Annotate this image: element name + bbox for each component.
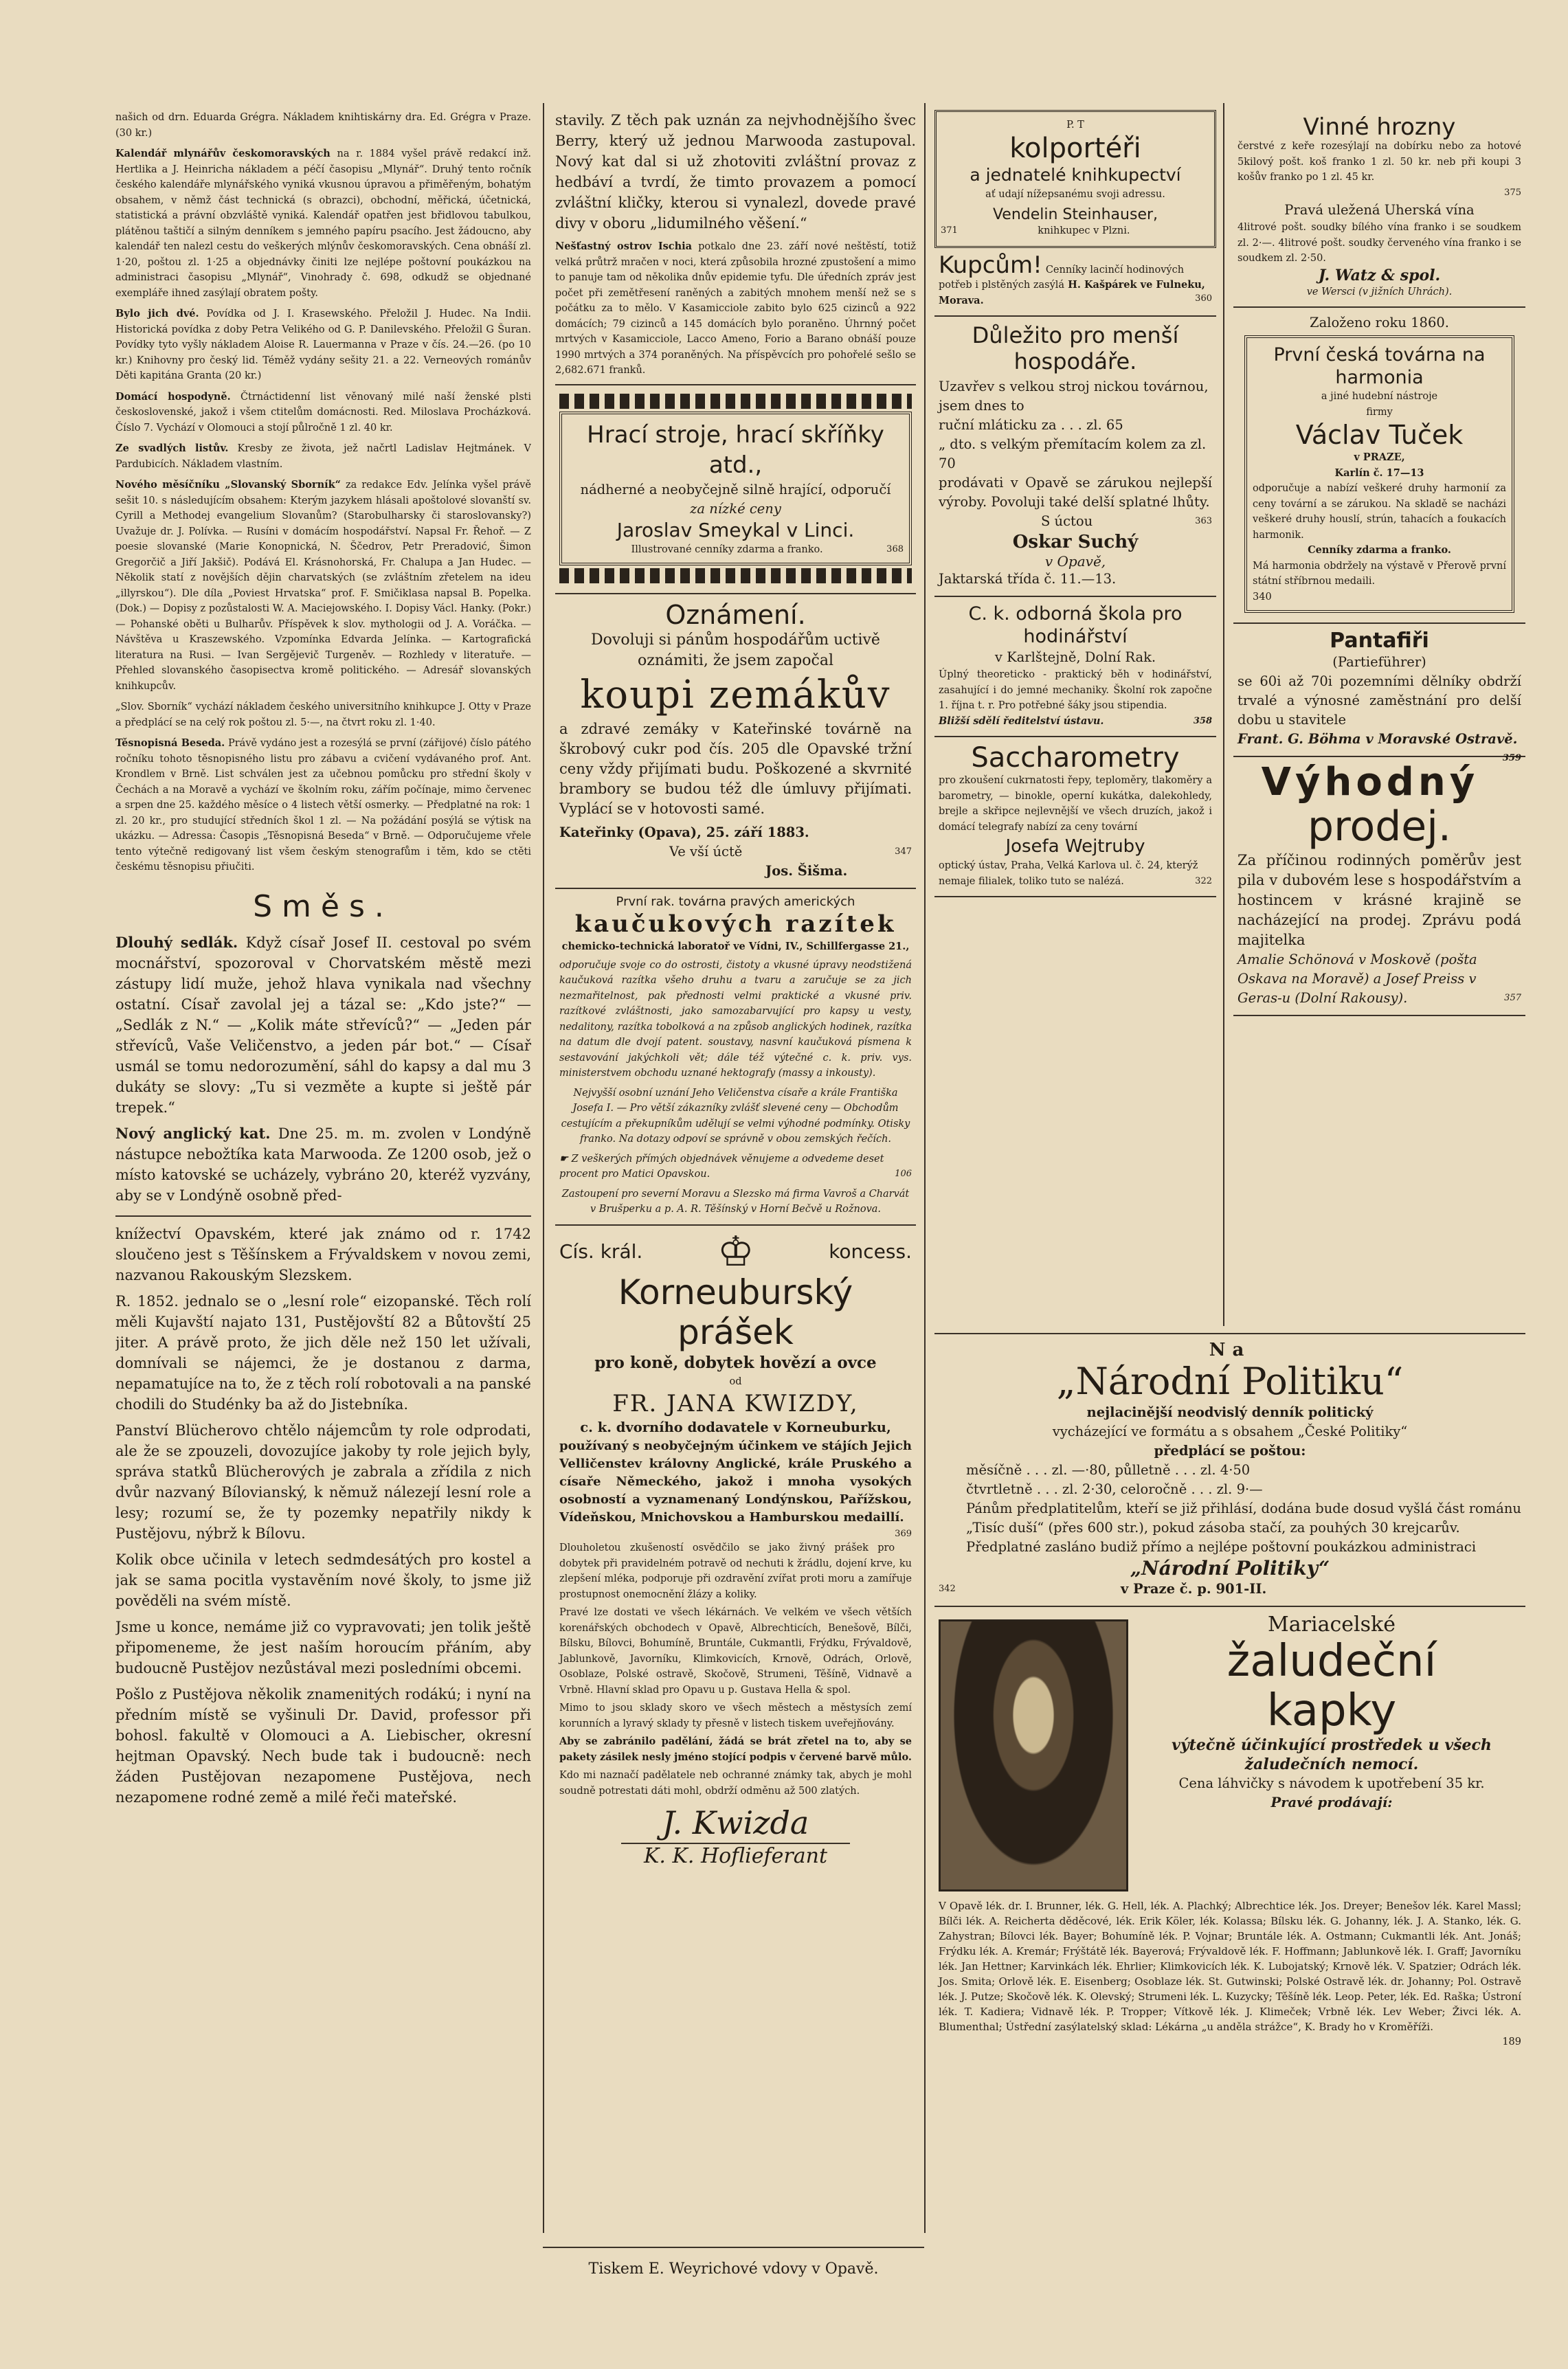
ad-rubber-stamps <box>555 889 916 1226</box>
ad-signature: S úctou 363 <box>1040 513 1212 529</box>
ad-title: „Národní Politiku“ <box>1056 1360 1404 1403</box>
ad-body: a zdravé zemáky v Kateřinské továrně na škrobový cukr pod čís. 205 dle Opavské tržní ceny vždy přijímati budu. Poškozené a skvrnité brambory se budou též dle úmluvy přijímati. Vyplácí se v hotovosti samé. <box>559 721 912 817</box>
ad-title: kaučukových razítek <box>574 910 897 938</box>
text-paragraph: Pošlo z Pustějova několik znamenitých rodákú; i nyní na předním místě se vyšinuli Dr. David, professor při bohosl. fakultě v Olomouci a A. Liebischer, okresní hejtman Opavský. Nech bude tak i budoucně: nech žáden Pustějovan nezapomene Pustějova, nech nezapomene rodné země a milé řeči mateřské. <box>115 1685 531 1806</box>
price-row: čtvrtletně . . . zl. 2·30, celoročně . . . zl. 9·— <box>966 1481 1263 1497</box>
ad-owner: Amalie Schönová v Moskově (pošta Oskava na Moravě) a Josef Preiss v Geras-u (Dolní Rakousy). 357 <box>1237 952 1521 1006</box>
bottom-rule <box>543 2247 924 2248</box>
ad-stomach-drops: Mariacelské žaludeční kapky výtečně účinkující prostředek u všech žaludečních nemocí. Cena láhvičky s návodem k upotřebení 35 kr. Pravé prodávají: <box>934 1607 1525 1898</box>
ornament-border <box>559 394 912 409</box>
ad-warning: Aby se zabránilo padělání, žádá se brát zřetel na to, aby se pakety zásilek nesly jméno stojící podpis v červené barvě můlo. <box>559 1736 912 1763</box>
ad-body: Nejvyšší osobní uznání Jeho Veličenstva císaře a krále Františka Josefa I. — Pro větší zákazníky zvlášť slevené ceny — Obchodům cestujícím a překupníkům udělují se velmi výhodné podmínky. Otisky franko. Na dotazy odpoví se správně v obou zemských řečích. <box>561 1087 910 1145</box>
ad-title: Pantafiři <box>1330 629 1429 653</box>
ad-body: Kdo mi naznačí padělatele neb ochranné známky tak, abych je mohl soudně potrestati dáti mohl, obdrží odměnu až 500 zlatých. <box>559 1770 912 1797</box>
text-paragraph: Těsnopisná Beseda. Právě vydáno jest a rozesýlá se první (zářijové) číslo pátého ročníku tohoto těsnopisného listu pro zábavu a cvičení vydávaného prof. Ant. Krondlem v Brně. List schválen jest za učebnou pomůcku pro střední školy v Čechách a na Moravě a vychází ve školním roku, zářím počínaje, mimo červenec a srpen dne 25. každého měsíce o 4 listech větší osmerky. — Předplatné na rok: 1 zl. 20 kr., pro studující středních škol 1 zl. — Na požádání posýlá se výtisk na ukázku. — Adressa: Časopis „Těsnopisná Beseda“ v Brně. — Odporučujeme vřele tento výtečně redigovaný list všem českým stenografům i těm, kdo se ctěti českému těsnopisu přiučiti. <box>115 737 531 873</box>
ad-watchmaking-school: C. k. odborná škola pro hodinářství v Karlštejně, Dolní Rak. Úplný theoreticko - praktický běh v hodinářství, zasahující i do jemné mechaniky. Školní rok započne 1. října t. r. Pro potřebné šáky jsou stipendia. Bližší sdělí ředitelství ústavu. 358 <box>934 597 1216 737</box>
ad-number: 375 <box>1504 187 1521 198</box>
ad-employer: Frant. G. Böhma v Moravské Ostravě. 359 <box>1237 731 1521 763</box>
text-paragraph: R. 1852. jednalo se o „lesní role“ eizopanské. Těch rolí měli Kujavští najato 131, Pustějovští 82 a Bůtovští 25 jiter. A právě proto, že jich děle než 150 let užívali, domnívali se nájemci, že je dostanou z darma, nepamatujíce na to, že z těch rolí robotovali a na panské chodili do Studénky ba až do Jistebníka. <box>115 1292 531 1413</box>
ad-maker-name: FR. JANA KWIZDY, <box>612 1390 859 1417</box>
text-paragraph: Bylo jich dvé. Povídka od J. I. Krasewského. Přeložil J. Hudec. Na Indii. Historická povídka z doby Petra Velikého od G. P. Danilevského. Přeložil G Šuran. Povídky tyto vyšly nákladem Aloise R. Lauermanna v Praze v čís. 24.—26. (po 10 kr.) Knihovny pro český lid. Téměž vydány sešity 21. a 22. Verneových románův Děti kapitána Granta (20 kr.) <box>115 308 531 381</box>
text-paragraph: Jsme u konce, nemáme již co vypravovati; jen tolik ještě připomeneme, že jest naším horoucím přáním, aby budoucně Pustějov nezůstával mezi posledními obcemi. <box>115 1618 531 1676</box>
text-paragraph: stavily. Z těch pak uznán za nejvhodnějšího švec Berry, který už jednou Marwooda zastupoval. Nový kat dal si už zhotoviti zvláštní provaz z hedbáví a tvrdí, že timto provazem a pomocí zvláštní kličky, kterou si vynalezl, dovede pravé divy v oboru „lidumilného věšení.“ <box>555 112 916 232</box>
column-2 <box>555 110 916 2226</box>
ad-maker-role: c. k. dvorního dodavatele v Korneuburku, <box>580 1419 891 1435</box>
ad-signature: Ve vší úctě 347 Jos. Šišma. <box>669 844 912 879</box>
lower-right-section: Na „Národní Politiku“ nejlacinější neodvislý denník politický vycházející ve formátu a s obsahem „České Politiky“ předplácí se poštou: měsíčně . . . zl. —·80, půlletně . . . zl. 4·50 čtvrtletně . . . zl. 2·30, celoročně . . . zl. 9·— Pánům předplatitelům, kteří se již přihlásí, dodána bude dosud vyšlá část románu „Tisíc duší“ (přes 600 str.), pokud zásoba stačí, za pouhých 30 krejcarův. Předplatné zasláno budiž přímo a nejlépe poštovní poukázkou administraci „Národní Politiky“ 342 v Praze č. p. 901-II. Mariacelské žaludeční kapky výtečně účinkující prostředek u všech žaludečních nemocí. Cena láhvičky s návodem k upotřebení 35 kr. Pravé prodávají: V Opavě lék. dr. I. Brunner, lék. G. Hell, lék. A. Plachký; Albrechtice lék. Jos. Dreyer; Benešov lék. Karel Massl; Bílči lék. A. Reichertа děděcové, lék. Erik Köler, lék. Kolassa; Bílsku lék. G. Johanny, lék. J. A. Stanko, lék. G. Zahystran; Bílovci lék. Bayer; Bohumíně lék. P. Vojnar; Bruntále lék. A. Ostmann; Cukmantli lék. Ant. Jonáš; Frýdku lék. A. Kremár; Frýštátě lék. Bayerová; Frývaldově lék. F. Hoffmann; Jablunkově lék. I. Graff; Javorníku lék. Jan Hettner; Karvinkách lék. Ehrlier; Klimkovicích lék. K. Lubojatský; Krnově lék. V. Spatzier; Odrách lék. Jos. Smita; Orlově lék. E. Eisenberg; Osoblaze lék. St. Gutwinski; Polské Ostravě lék. dr. Johanny; Pol. Ostravě lék. J. Putze; Skočově lék. K. Olevský; Strumeni lék. L. Kuzycky; Těšíně lék. Leop. Peter, lék. Ed. Raška; Ústroní lék. T. Kadiera; Vidnavě lék. P. Tropper; Vítkově lék. J. Klimeček; Vrbně lék. Lev Weber; Živci lék. A. Blumenthal; Ústřední zasýlatelský sklad: Lékárna „u anděla strážce“, K. Brady ho v Kroměříži. 189 <box>934 1333 1525 2226</box>
column-rule <box>543 103 544 2233</box>
crown-emblem-icon: ♔ <box>717 1227 754 1276</box>
ornament-border <box>559 568 912 583</box>
text-paragraph: Domácí hospodyně. Čtrnáctidenní list věnovaný milé naší ženské plsti československé, jakož i všem ctitelům domácnosti. Red. Miloslava Procházková. Číslo 7. Vychází v Olomouci a stojí půlročně 1 zl. 40 kr. <box>115 390 531 434</box>
ad-music-boxes <box>555 384 916 595</box>
column-4 <box>1233 110 1525 1333</box>
ad-title: Hrací stroje, hrací skříňky atd., <box>587 420 884 479</box>
ad-header-row: Cís. král. ♔ koncess. <box>559 1227 912 1276</box>
ad-od: od <box>729 1376 742 1387</box>
text-paragraph: Nešťastný ostrov Ischia potkalo dne 23. září nové neštěstí, totiž velká průtrž mračen v noci, která způsobila hrozné zpustošení a mimo to panuje tam od několika dnův epidemie tyfu. Dle úředních zpráv jest počet při zemětřesení raněných a zabitých mnohem menší než se s počátku za to mělo. V Kasamicciole zabito bylo 625 cizinců a 922 domácích; 79 cizinců a 145 domácích bylo poraněno. Úhrnný počet mrtvých v Kasamicciole, Lacco Ameno, Forio a Barano obnáší pouze 1990 mrtvých a 374 poraněných. Na příspěvcích pro pohořelé sešlo se 2,682.671 franků. <box>555 240 916 376</box>
price-row: měsíčně . . . zl. —·80, půlletně . . . zl. 4·50 <box>966 1462 1251 1478</box>
ad-stockist-list: V Opavě lék. dr. I. Brunner, lék. G. Hell, lék. A. Plachký; Albrechtice lék. Jos. Dreyer; Benešov lék. Karel Massl; Bílči lék. A. Reichertа děděcové, lék. Erik Köler, lék. Kolassa; Bílsku lék. G. Johanny, lék. J. A. Stanko, lék. G. Zahystran; Bílovci lék. Bayer; Bohumíně lék. P. Vojnar; Bruntále lék. A. Ostmann; Cukmantli lék. Ant. Jonáš; Frýdku lék. A. Kremár; Frýštátě lék. Bayerová; Frývaldově lék. F. Hoffmann; Jablunkově lék. I. Graff; Javorníku lék. Jan Hettner; Karvinkách lék. Ehrlier; Klimkovicích lék. K. Lubojatský; Krnově lék. V. Spatzier; Odrách lék. Jos. Smita; Orlově lék. E. Eisenberg; Osoblaze lék. St. Gutwinski; Polské Ostravě lék. dr. Johanny; Pol. Ostravě lék. J. Putze; Skočově lék. K. Olevský; Strumeni lék. L. Kuzycky; Těšíně lék. Leop. Peter, lék. Ed. Raška; Ústroní lék. T. Kadiera; Vidnavě lék. P. Tropper; Vítkově lék. J. Klimeček; Vrbně lék. Lev Weber; Živci lék. A. Blumenthal; Ústřední zasýlatelský sklad: Lékárna „u anděla strážce“, K. Brady ho v Kroměříži. <box>939 1900 1521 2033</box>
ad-saccharometers: Saccharometry pro zkoušení cukrnatosti řepy, teploměry, tlakoměry a barometry, — binokle, operní kukátka, dalekohledy, brejle a skřipce nejlevnější ve všech druzích, jakož i domácí telegrafy nabízí za ceny tovární Josefa Wejtruby optický ústav, Praha, Velká Karlova ul. č. 24, kterýž nemaje filialek, toliko tuto se nalézá. 322 <box>934 737 1216 897</box>
ad-title: C. k. odborná škola pro hodinářství <box>968 603 1183 647</box>
section-title-smes: Směs. <box>253 888 394 924</box>
ad-body: používaný s neobyčejným účinkem ve stájích Jejich Velličenstev královny Anglické, krále Pruského a císaře Německého, jakož i mnoha vysokých osobností a vyznamenaný Londýnskou, Pařížskou, Vídeňskou, Mnichovskou a Hamburskou medaillí. <box>559 1439 912 1525</box>
text-paragraph: Kalendář mlynářův českomoravských na r. 1884 vyšel právě redakcí inž. Hertlika a J. Heinricha nákladem a péčí časopisu „Mlynář“. Druhý tento ročník českého kalendáře mlynářského vyniká vkusnou úpravou a přiměřeným, bohatým obsahem, v němž část technická (s obrazci), obchodní, měřická, účetnická, statistická a právní obzvláště vyniká. Kalendář opatřen jest břidlovou tabulkou, plátěnou taštičí a silným denníkem s jemného papíru psacího. Jest žádoucno, aby kalendář ten nalezl cestu do veškerých mlýnův českomoravských. Cena obnáší zl. 1·20, poštou zl. 1·25 a objednávky činiti lze nejlépe poštovní poukázkou na administraci časopisu „Mlynář“, Vinohrady č. 698, odkudž se objednané exempláře ihned zasýlají obratem pošty. <box>115 148 531 299</box>
ad-body: Mimo to jsou sklady skoro ve všech městech a městysích zemí korunních a lyravý sklady ty přesně v listech tiskem uveřejňovány. <box>559 1703 912 1729</box>
handwritten-signature: J. Kwizda <box>662 1804 809 1841</box>
column-1 <box>115 110 531 2226</box>
ad-title: Kupcům! <box>939 251 1042 279</box>
ad-title: První česká továrna na harmonia <box>1273 344 1486 388</box>
text-paragraph: Kolik obce učinila v letech sedmdesátých pro kostel a jak se sama pocitla vystavěním nové školy, to jsme již pověděli na svém místě. <box>115 1551 531 1609</box>
text-paragraph: knížectví Opavském, které jak známo od r. 1742 sloučeno jest s Těšínskem a Frývaldskem v novou zemi, nazvanou Rakouským Slezskem. <box>115 1225 531 1283</box>
ad-intro: Dovoluji si pánům hospodářům uctivě oznámiti, že jsem započal <box>591 631 880 669</box>
ad-grapes: Vinné hrozny čerstvé z keře rozesýlají na dobírku nebo za hotové 5kilový pošt. koš franko 1 zl. 50 kr. neb při koupi 3 košův franko po 1 zl. 45 kr. 375 Pravá uležená Uherská vína 4litrové pošt. soudky bílého vína franko i se soudkem zl. 2·—. 4litrové pošt. soudky červeného vína franko i se soudkem zl. 2·50. J. Watz & spol. ve Wersci (v jižních Uhrách). <box>1233 110 1525 308</box>
ad-narodni-politika: Na „Národní Politiku“ nejlacinější neodvislý denník politický vycházející ve formátu a s obsahem „České Politiky“ předplácí se poštou: měsíčně . . . zl. —·80, půlletně . . . zl. 4·50 čtvrtletně . . . zl. 2·30, celoročně . . . zl. 9·— Pánům předplatitelům, kteří se již přihlásí, dodána bude dosud vyšlá část románu „Tisíc duší“ (přes 600 str.), pokud zásoba stačí, za pouhých 30 krejcarův. Předplatné zasláno budiž přímo a nejlépe poštovní poukázkou administraci „Národní Politiky“ 342 v Praze č. p. 901-II. <box>934 1333 1525 1607</box>
ad-title: Vinné hrozny <box>1303 113 1456 141</box>
ad-body: Zastoupení pro severní Moravu a Slezsko má firma Vavroš a Charvát v Brušperku a p. A. R. Těšínský v Horní Bečvě u Rožnova. <box>561 1188 910 1215</box>
text-paragraph: Ze svadlých listův. Kresby ze života, jež načrtl Ladislav Hejtmánek. V Pardubicích. Nákladem vlastním. <box>115 442 531 470</box>
ad-title: Saccharometry <box>971 742 1180 774</box>
ad-foremen: Pantafiři (Partieführer) se 60i až 70i pozemními dělníky obdrží trvalé a výnosné zaměstnání pro delší dobu u stavitele Frant. G. Böhma v Moravské Ostravě. 359 <box>1233 624 1525 757</box>
text-paragraph: Nového měsíčníku „Slovanský Sborník“ za redakce Edv. Jelínka vyšel právě sešit 10. s následujícím obsahem: Kterým jazykem hlásali apoštolové slovanští sv. Cyrill a Methodej evangelium Slovanům? (Starobulharsky či staroslovansky?) Uvažuje dr. J. Polívka. — Rusíni v domácím hospodářství. Napsal Fr. Řehoř. — Z poesie slovanské (Marie Konopnická, N. Ščedrov, Petr Preradović, Šimon Gregorčič a Jiří Jakšič). Podává El. Krásnohorská, Fr. Chalupa a Jan Hudec. — Několik statí z novějších dějin charvatských (se zvláštním zřetelem na ideu „illyrskou“). Dle díla „Poviest Hrvatska“ prof. F. Smičiklasa napsal B. Popelka. (Dok.) — Dopisy z pozůstalosti W. A. Maciejowského. I. Dopisy Václ. Hanky. (Pokr.) — Pohanské oběti u Bulharův. Příspěvek k slov. mythologii od J. A. Voráčka. — Návštěva u Kraszewského. Vzpomínka Edvarda Jelínka. — Kartografická literatura na Rusi. — Ivan Sergějevič Turgeněv. — Rozhledy v literatuře. — Přehled slovanského časopisectva kromě politického. — Adresář slovanských knihkupcův. <box>115 479 531 692</box>
ad-body: ať udají nížepsanému svoji adressu. <box>985 188 1165 200</box>
ad-body: odporučuje svoje co do ostrosti, čistoty a vkusné úpravy neodstižená kaučuková razítka všeho druhu a tvaru a zaručuje se za jich nezmařitelnost, pak přednosti velmi praktické a vkusné priv. razítkové zvláštnosti, jako samozabarvující pro kapsy u vesty, nedalitony, razítka tobolková a na způsob anglických hodinek, razítka na datum dle dvojí patent. soustavy, nasvní kaučuková písmena k sestavování jakýchkoli vět; dále též výtečné c. k. priv. vys. ministerstvem obchodu uznané hektografy (massy a inkousty). <box>559 959 912 1079</box>
ad-threshers: Důležito pro menší hospodáře. Uzavřev s velkou stroj nickou továrnou, jsem dnes to ruční mláticku za . . . zl. 65 „ dto. s velkým přemítacím kolem za zl. 70 prodávati v Opavě se zárukou nejlepší výroby. Povoluji také delší splatné lhůty. S úctou 363 Oskar Suchý v Opavě, Jaktarská třída č. 11.—13. <box>934 317 1216 597</box>
handwritten-signature: K. K. Hoflieferant <box>621 1843 850 1869</box>
ad-body: Pravé lze dostati ve všech lékárnách. Ve velkém ve všech větších korenářských obchodech v Opavě, Albrechticích, Benešově, Bílči, Bílsku, Bílovci, Bohumíně, Bruntále, Cukmantli, Frýdku, Frývaldově, Jablunkově, Javorníku, Klimkovicích, Krnově, Odrách, Orlově, Osoblaze, Polské ostravě, Skočově, Strumeni, Těšíně, Vidnavě a Vrbně. Hlavní sklad pro Opavu u p. Gustava Hella & spol. <box>559 1607 912 1696</box>
ad-colporteurs: P. T kolportéři a jednatelé knihkupectví ať udají nížepsanému svoji adressu. Vendelin Steinhauser, 371 knihkupec v Plzni. <box>934 110 1216 248</box>
ad-header: První rak. továrna pravých amerických <box>616 895 855 909</box>
ad-note: Bližší sdělí ředitelství ústavu. 358 <box>939 715 1212 727</box>
ad-potato-purchase <box>555 594 916 889</box>
ad-headline: koupi zemákův <box>580 673 891 717</box>
text-paragraph: „Slov. Sborník“ vychází nákladem českého universitního knihkupce J. Otty v Praze a předplácí se na celý rok poštou zl. 5·—, na čtvrt roku zl. 1·40. <box>115 701 531 728</box>
ad-subtitle: a jednatelé knihkupectví <box>970 164 1181 185</box>
column-rule <box>1223 103 1224 1326</box>
newspaper-page <box>103 103 1532 2329</box>
ad-merchants: Kupcům! Cenníky lacinčí hodinových potřeb i plstěných zasýlá H. Kašpárek ve Fulneku, Morava. 360 <box>934 248 1216 317</box>
text-paragraph: Dlouhý sedlák. Když císař Josef II. cestoval po svém mocnářství, spozoroval v Chorvatském městě mezi zástupy lidí muže, jehož hlava vynikala nad všechny ostatní. Císař zavolal jej a tázal se: „Kdo jste?“ — „Sedlák z N.“ — „Kolik máte střevíců?“ — „Jeden pár střevíců, Vaše Veličenstvo, a jeden pár bot.“ — Císař usmál se tomu nedorozumění, sáhl do kapsy a dal mu 3 dukáty se slovy: „Tu si vezměte a kupte si ještě pár trepek.“ <box>115 933 531 1116</box>
pointing-hand-icon: ☛ <box>559 1153 568 1165</box>
printer-imprint: Tiskem E. Weyrichové vdovy v Opavě. <box>588 2260 879 2278</box>
ad-advertiser-name: Vendelin Steinhauser, <box>992 206 1158 223</box>
ad-title: kolportéři <box>1009 132 1141 164</box>
text-paragraph: Panství Blücherovo chtělo nájemcům ty role odprodati, ale že se zpouzeli, dovozujíce jakoby ty role jejich byly, správa statků Blücherových je zabrala a zřídila z nich dvůr nazvaný Bílovianský, k němuž nálezejí lesní role a lesy; rozumí se, že ty pozemky nepatřily nikdy k Pustějovu, nýbrž k Bílovu. <box>115 1422 531 1542</box>
ad-body: ☛ Z veškerých přímých objednávek věnujeme a odvedeme deset procent pro Matici Opavskou. 106 <box>559 1153 912 1180</box>
text-paragraph: Nový anglický kat. Dne 25. m. m. zvolen v Londýně nástupce nebožtíka kata Marwooda. Ze 1200 osob, jež o místo katovské se ucházely, vybráno 20, kteréž vyzvány, aby se v Londýně osobně před- <box>115 1124 531 1204</box>
ad-korneuburg-powder: Cís. král. ♔ koncess. Korneuburský prášek pro koně, dobytek hovězí a ovce od FR. JANA KWIZDY, c. k. dvorního dodavatele v Korneuburku, používaný s neobyčejným účinkem ve stájích Jejich Velličenstev královny Anglické, krále Pruského a císaře Německého, jakož i mnoha vysokých osobností a vyznamenaný Londýnskou, Pařížskou, Vídeňskou, Mnichovskou a Hamburskou medaillí. 369 Dlouholetou zkušeností osvědčilo se jako živný prášek pro dobytek při pravidelném potravě od nechuti k žrádlu, dojení krve, ku zlepšení mléka, podporuje při ozdravění zvířat proti moru a zamířuje prostupnost onemocnění žlázy a koliky. Pravé lze dostati ve všech lékárnách. Ve velkém ve všech větších korenářských obchodech v Opavě, Albrechticích, Benešově, Bílči, Bílsku, Bílovci, Bohumíně, Bruntále, Cukmantli, Frýdku, Frývaldově, Jablunkově, Javorníku, Klimkovicích, Krnově, Odrách, Orlově, Osoblaze, Polské ostravě, Skočově, Strumeni, Těšíně, Vidnavě a Vrbně. Hlavní sklad pro Opavu u p. Gustava Hella & spol. Mimo to jsou sklady skoro ve všech městech a městysích zemí korunních a lyravý sklady ty přesně v listech tiskem uveřejňovány. Aby se zabránilo padělání, žádá se brát zřetel na to, aby se pakety zásilek nesly jméno stojící podpis v červené barvě můlo. Kdo mi naznačí padělatele neb ochranné známky tak, abych je mohl soudně potrestati dáti mohl, obdrží odměnu až 500 zlatých. J. Kwizda K. K. Hoflieferant <box>559 1227 912 1868</box>
ad-sale: Výhodný prodej. Za příčinou rodinných poměrův jest pila v dubovém lese s hospodářstvím a hostincem v krásné krajině se nacházející na prodej. Zprávu podá majitelka Amalie Schönová v Moskově (pošta Oskava na Moravě) a Josef Preiss v Geras-u (Dolní Rakousy). 357 <box>1233 757 1525 1016</box>
ad-price-note: za nízké ceny <box>690 500 781 517</box>
ad-title: Korneuburský prášek <box>618 1272 853 1352</box>
ad-place-date: Kateřinky (Opava), 25. září 1883. <box>559 824 809 840</box>
text-paragraph: našich od drn. Eduarda Grégra. Nákladem knihtiskárny dra. Ed. Grégra v Praze. (30 kr.) <box>115 112 531 139</box>
ad-footnote: Illustrované cenníky zdarma a franko. 368 <box>631 543 904 555</box>
column-rule <box>924 103 926 2233</box>
column-3 <box>934 110 1216 1333</box>
ad-advertiser-name: Jaroslav Smeykal v Linci. <box>616 518 855 541</box>
ad-title: žaludeční <box>1227 1636 1437 1687</box>
ad-address: optický ústav, Praha, Velká Karlova ul. č. 24, kterýž nemaje filialek, toliko tuto se nalézá. 322 <box>939 860 1212 887</box>
ad-address: 342 v Praze č. p. 901-II. <box>939 1581 1267 1597</box>
ad-title: Oznámení. <box>665 600 806 630</box>
ad-subtitle: nádherné a neobyčejně silně hrající, odporučí <box>580 481 891 497</box>
ad-body: Dlouholetou zkušeností osvědčilo se jako živný prášek pro dobytek při pravidelném potravě od nechuti k žrádlu, dojení krve, ku zlepšení mléka, podporuje při ozdravění zvířat proti moru a zamířuje prostupnost onemocnění žlázy a koliky. <box>559 1542 912 1600</box>
ad-address: chemicko-technická laboratoř ve Vídni, IV., Schillfergasse 21., <box>561 941 910 952</box>
ad-title: Výhodný <box>1261 760 1479 805</box>
madonna-image <box>939 1619 1128 1891</box>
ad-subtitle: pro koně, dobytek hovězí a ovce <box>594 1353 877 1372</box>
ad-role: 371 knihkupec v Plzni. <box>941 225 1130 236</box>
ad-harmonium-factory: Založeno roku 1860. První česká továrna na harmonia a jiné hudební nástroje firmy Václav Tuček v PRAZE, Karlín č. 17—13 odporučuje a nabízí veškeré druhy harmonií za ceny tovární a se zárukou. Na skladě se nacházi veškeré druhy houslí, strún, tahacích a foukacích harmonik. Cenníky zdarma a franko. Má harmonia obdržely na výstavě v Přerově první státní stříbrnou medaili. 340 <box>1233 308 1525 624</box>
ad-title: Důležito pro menší hospodáře. <box>972 322 1179 374</box>
